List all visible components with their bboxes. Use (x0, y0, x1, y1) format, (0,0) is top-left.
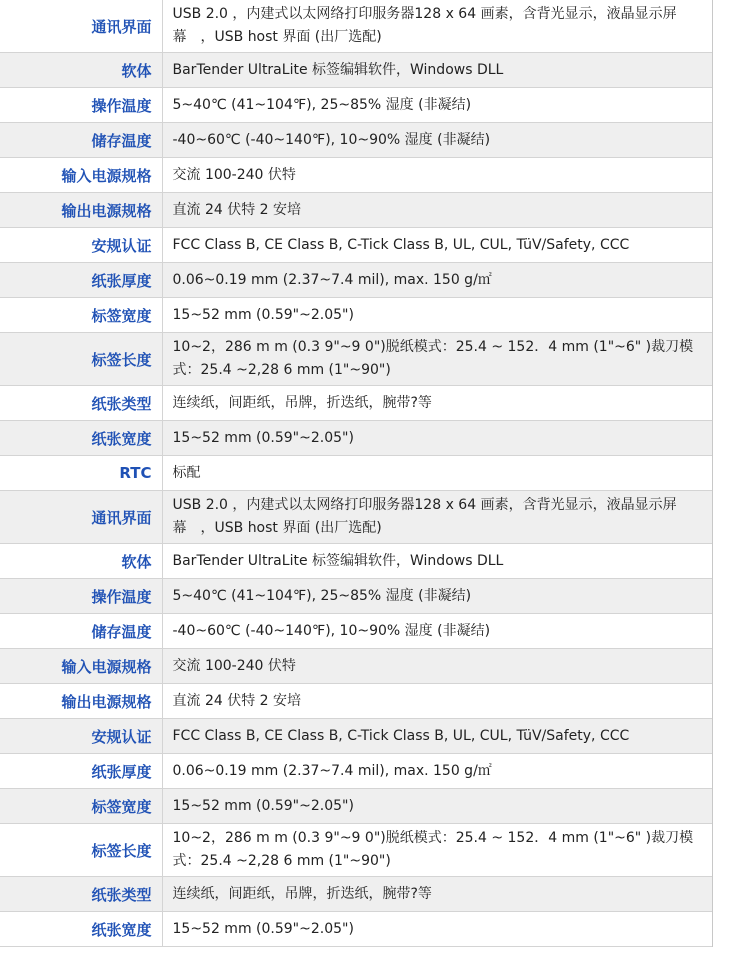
spec-label: 纸张宽度 (0, 421, 162, 456)
spec-label: 纸张宽度 (0, 912, 162, 947)
table-row (0, 193, 712, 228)
spec-label: 输入电源规格 (0, 158, 162, 193)
spec-label: 通讯界面 (0, 0, 162, 53)
spec-label: 输入电源规格 (0, 649, 162, 684)
spec-value: FCC Class B, CE Class B, C-Tick Class B, UL, CUL, TüV/Safety, CCC (162, 228, 712, 263)
spec-value: 交流 100-240 伏特 (162, 158, 712, 193)
spec-value: BarTender UltraLite 标签编辑软件，Windows DLL (162, 544, 712, 579)
spec-label: 操作温度 (0, 88, 162, 123)
table-row (0, 649, 712, 684)
spec-label: 输出电源规格 (0, 684, 162, 719)
table-row (0, 544, 712, 579)
table-row (0, 719, 712, 754)
spec-value: 10~2，286 m m (0.3 9"~9 0")脱纸模式：25.4 ~ 152．4 mm (1"~6" )裁刀模式：25.4 ~2,28 6 mm (1"~90") (162, 333, 712, 386)
table-row (0, 333, 712, 386)
spec-label: 纸张厚度 (0, 754, 162, 789)
spec-value: 连续纸，间距纸，吊牌，折迭纸，腕带?等 (162, 877, 712, 912)
table-row (0, 877, 712, 912)
table-row (0, 912, 712, 947)
spec-value: 交流 100-240 伏特 (162, 649, 712, 684)
spec-value: 5~40℃ (41~104℉), 25~85% 湿度 (非凝结) (162, 579, 712, 614)
table-row (0, 386, 712, 421)
table-row (0, 0, 712, 53)
spec-label: RTC (0, 456, 162, 491)
spec-label: 储存温度 (0, 123, 162, 158)
spec-label: 储存温度 (0, 614, 162, 649)
spec-value: 直流 24 伏特 2 安培 (162, 193, 712, 228)
spec-label: 纸张厚度 (0, 263, 162, 298)
spec-value: 10~2，286 m m (0.3 9"~9 0")脱纸模式：25.4 ~ 152．4 mm (1"~6" )裁刀模式：25.4 ~2,28 6 mm (1"~90") (162, 824, 712, 877)
table-row (0, 789, 712, 824)
table-row (0, 754, 712, 789)
table-row (0, 53, 712, 88)
spec-label: 通讯界面 (0, 491, 162, 544)
table-row (0, 263, 712, 298)
table-row (0, 491, 712, 544)
table-row (0, 824, 712, 877)
table-row (0, 228, 712, 263)
spec-label: 标签长度 (0, 333, 162, 386)
spec-label: 软体 (0, 53, 162, 88)
table-row (0, 456, 712, 491)
table-row (0, 298, 712, 333)
spec-label: 标签长度 (0, 824, 162, 877)
spec-value: 15~52 mm (0.59"~2.05") (162, 789, 712, 824)
table-row (0, 158, 712, 193)
table-row (0, 579, 712, 614)
table-row (0, 123, 712, 158)
table-row (0, 88, 712, 123)
spec-value: USB 2.0 ，内建式以太网络打印服务器128 x 64 画素，含背光显示，液晶显示屏幕 ，USB host 界面 (出厂选配) (162, 0, 712, 53)
spec-value: -40~60℃ (-40~140℉), 10~90% 湿度 (非凝结) (162, 614, 712, 649)
spec-value: FCC Class B, CE Class B, C-Tick Class B, UL, CUL, TüV/Safety, CCC (162, 719, 712, 754)
spec-label: 操作温度 (0, 579, 162, 614)
table-row (0, 684, 712, 719)
spec-value: 0.06~0.19 mm (2.37~7.4 mil), max. 150 g/㎡ (162, 754, 712, 789)
spec-label: 安规认证 (0, 719, 162, 754)
spec-value: 15~52 mm (0.59"~2.05") (162, 298, 712, 333)
spec-value: 15~52 mm (0.59"~2.05") (162, 912, 712, 947)
spec-value: 标配 (162, 456, 712, 491)
spec-label: 纸张类型 (0, 877, 162, 912)
spec-value: 15~52 mm (0.59"~2.05") (162, 421, 712, 456)
spec-value: USB 2.0 ，内建式以太网络打印服务器128 x 64 画素，含背光显示，液晶显示屏幕 ，USB host 界面 (出厂选配) (162, 491, 712, 544)
table-row (0, 614, 712, 649)
spec-label: 安规认证 (0, 228, 162, 263)
spec-label: 输出电源规格 (0, 193, 162, 228)
spec-value: 连续纸，间距纸，吊牌，折迭纸，腕带?等 (162, 386, 712, 421)
spec-label: 标签宽度 (0, 789, 162, 824)
spec-value: BarTender UltraLite 标签编辑软件，Windows DLL (162, 53, 712, 88)
spec-label: 标签宽度 (0, 298, 162, 333)
spec-value: 直流 24 伏特 2 安培 (162, 684, 712, 719)
spec-value: 5~40℃ (41~104℉), 25~85% 湿度 (非凝结) (162, 88, 712, 123)
spec-label: 纸张类型 (0, 386, 162, 421)
spec-value: 0.06~0.19 mm (2.37~7.4 mil), max. 150 g/㎡ (162, 263, 712, 298)
table-row (0, 421, 712, 456)
spec-value: -40~60℃ (-40~140℉), 10~90% 湿度 (非凝结) (162, 123, 712, 158)
spec-label: 软体 (0, 544, 162, 579)
